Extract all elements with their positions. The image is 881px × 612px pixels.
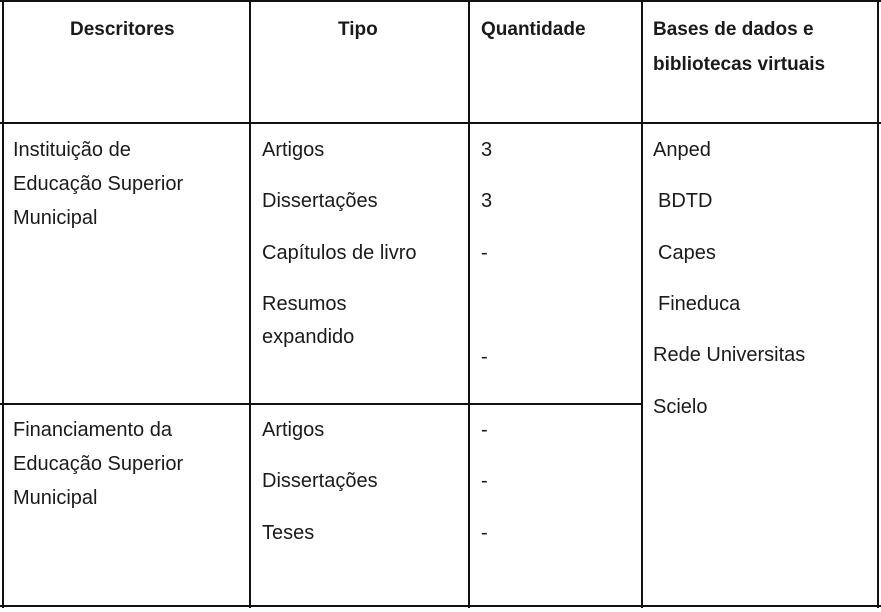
- tipo-cell: Dissertações: [262, 470, 378, 492]
- quantidade-cell: -: [481, 419, 488, 441]
- base-item: BDTD: [658, 190, 713, 212]
- tipo-cell: Dissertações: [262, 190, 378, 212]
- quantidade-cell: -: [481, 242, 488, 264]
- base-item: Rede Universitas: [653, 344, 806, 366]
- descritor-line: Educação Superior: [13, 173, 184, 195]
- tipo-cell: Teses: [262, 522, 315, 544]
- table-border-bottom: [0, 605, 881, 607]
- quantidade-cell: -: [481, 346, 488, 368]
- base-item: Scielo: [653, 396, 708, 418]
- quantidade-cell: -: [481, 470, 488, 492]
- descritor-line: Instituição de: [13, 139, 131, 161]
- header-descritores: Descritores: [70, 19, 175, 40]
- descritor-line: Educação Superior: [13, 453, 184, 475]
- column-divider: [468, 0, 470, 608]
- quantidade-cell: 3: [481, 139, 493, 161]
- base-item: Anped: [653, 139, 711, 161]
- header-bases: Bases de dados e: [653, 19, 814, 40]
- descritor-line: Financiamento da: [13, 419, 172, 441]
- tipo-cell: Artigos: [262, 139, 325, 161]
- descritor-line: Municipal: [13, 207, 98, 229]
- header-bases: bibliotecas virtuais: [653, 54, 826, 75]
- base-item: Capes: [658, 242, 716, 264]
- header-quantidade: Quantidade: [481, 19, 586, 40]
- column-divider: [249, 0, 251, 608]
- quantidade-cell: -: [481, 522, 488, 544]
- header-tipo: Tipo: [338, 19, 378, 40]
- column-divider: [641, 0, 643, 608]
- table-border-right: [877, 0, 879, 608]
- descritor-line: Municipal: [13, 487, 98, 509]
- tipo-cell: expandido: [262, 326, 355, 348]
- base-item: Fineduca: [658, 293, 741, 315]
- table-border-top: [0, 0, 881, 2]
- header-divider: [0, 122, 881, 124]
- tipo-cell: Artigos: [262, 419, 325, 441]
- tipo-cell: Resumos: [262, 293, 347, 315]
- row-divider: [0, 403, 642, 405]
- table-border-left: [2, 0, 4, 608]
- quantidade-cell: 3: [481, 190, 493, 212]
- tipo-cell: Capítulos de livro: [262, 242, 417, 264]
